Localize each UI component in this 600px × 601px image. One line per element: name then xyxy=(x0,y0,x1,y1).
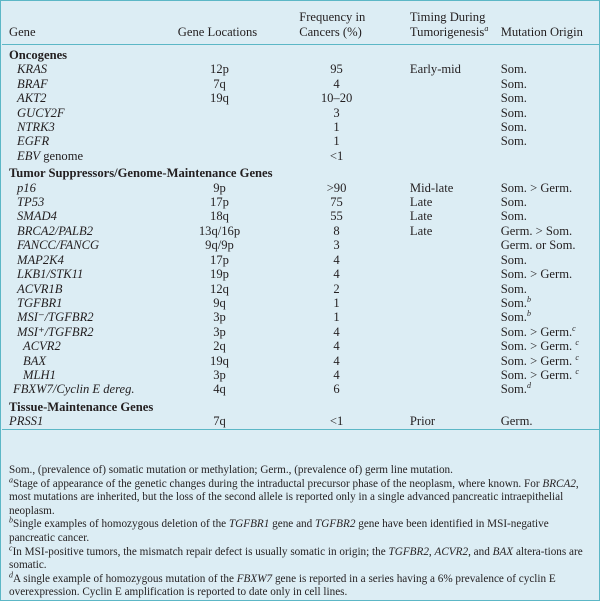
footnote-gene: BAX xyxy=(492,545,514,558)
cell-origin xyxy=(501,224,599,238)
footnote-text: , most mutations are inherited, but the loss of the second allele is reported only in a single advanced pancreatic intraepithelial neoplasm. xyxy=(9,477,579,517)
cell-location: 18q xyxy=(210,209,229,224)
cell-origin xyxy=(501,106,599,120)
section-title: Oncogenes xyxy=(9,48,68,62)
cell-origin xyxy=(501,238,599,252)
cell-origin xyxy=(501,354,599,368)
cell-frequency: 3 xyxy=(333,238,340,253)
origin-text: Som. xyxy=(500,382,527,397)
footnotes xyxy=(9,464,594,600)
origin-text: Som. xyxy=(500,105,527,120)
cell-frequency: 4 xyxy=(333,353,340,368)
cell-frequency: 4 xyxy=(333,76,340,91)
cell-location: 3p xyxy=(213,367,226,382)
footnote-mark: c xyxy=(572,323,576,333)
cell-timing xyxy=(410,149,501,163)
cell-gene xyxy=(2,77,178,91)
origin-text: Som. xyxy=(500,76,527,91)
footnote-text: altera-tions are somatic. xyxy=(9,545,583,572)
table-row xyxy=(2,238,599,252)
header-timing xyxy=(410,1,501,45)
table-row xyxy=(2,106,599,120)
cell-location: 7q xyxy=(178,414,299,429)
table-row xyxy=(2,209,599,223)
cell-location: 12q xyxy=(210,281,229,296)
footnote-gene: TGFBR2 xyxy=(388,545,429,558)
header-locations xyxy=(178,1,299,45)
cell-origin xyxy=(501,325,599,339)
origin-text: Som. > Germ. xyxy=(500,324,573,339)
cell-frequency: 4 xyxy=(333,267,340,282)
cell-origin xyxy=(501,120,599,134)
footnote-mark: d xyxy=(9,570,13,580)
cell-timing: Prior xyxy=(410,414,501,429)
gene-name: FANCC/FANCG xyxy=(17,238,100,253)
origin-text: Som. xyxy=(500,252,527,267)
cell-location xyxy=(178,149,299,163)
cell-frequency: 1 xyxy=(333,120,340,135)
cell-gene xyxy=(2,296,178,310)
cell-gene xyxy=(2,106,178,120)
cell-timing: Early-mid xyxy=(409,62,461,77)
footnote-mark: b xyxy=(526,309,531,319)
table-row xyxy=(2,77,599,91)
footnote-text: , and xyxy=(468,545,493,558)
cell-timing xyxy=(410,296,501,310)
origin-text: Som. xyxy=(500,134,527,149)
origin-text: Germ. > Som. xyxy=(500,223,573,238)
origin-text: Som. > Germ. xyxy=(500,180,573,195)
cell-timing xyxy=(410,267,501,281)
origin-text: Som. > Germ. xyxy=(500,367,576,382)
cell-frequency: 1 xyxy=(333,134,340,149)
cell-location xyxy=(178,106,299,120)
cell-gene xyxy=(2,414,178,429)
gene-name: PRSS1 xyxy=(9,414,44,429)
footnote-gene: TGFBR1 xyxy=(228,518,270,531)
table-row xyxy=(2,91,599,105)
origin-text: Som. xyxy=(500,209,527,224)
footnote-text: , xyxy=(428,545,435,558)
table-row xyxy=(2,62,599,76)
section-title: Tumor Suppressors/Genome-Maintenance Genes xyxy=(9,166,273,181)
cell-gene xyxy=(2,368,178,382)
cell-timing: Late xyxy=(409,195,433,210)
cell-gene xyxy=(2,209,178,223)
origin-text: Som. xyxy=(500,310,527,325)
cell-location xyxy=(178,120,299,134)
cell-origin xyxy=(501,368,599,382)
table-row xyxy=(2,368,599,382)
cell-gene xyxy=(2,149,178,163)
cell-gene xyxy=(2,238,178,252)
section-header-row xyxy=(2,163,599,180)
cell-frequency: 1 xyxy=(333,295,340,310)
gene-suffix: genome xyxy=(40,148,84,163)
cell-frequency: <1 xyxy=(329,148,344,163)
gene-name: AKT2 xyxy=(17,91,47,106)
cell-frequency: 3 xyxy=(333,105,340,120)
cell-gene xyxy=(2,310,178,324)
cell-frequency: >90 xyxy=(326,180,347,195)
gene-name: MSI⁺/TGFBR2 xyxy=(17,324,94,339)
table-row xyxy=(2,195,599,209)
cell-timing xyxy=(410,310,501,324)
cell-frequency: 8 xyxy=(333,223,340,238)
footnote-a xyxy=(9,474,594,519)
footnote-mark: b xyxy=(526,294,531,304)
footnote-mark: d xyxy=(526,381,531,391)
footnote-text: A single example of homozygous mutation of the xyxy=(13,572,237,585)
cell-gene xyxy=(2,267,178,281)
origin-text: Germ. xyxy=(500,414,533,429)
cell-location: 17p xyxy=(210,195,229,210)
cell-frequency: 10–20 xyxy=(320,91,353,106)
cell-timing xyxy=(410,253,501,267)
cell-gene xyxy=(2,339,178,353)
cell-timing xyxy=(410,77,501,91)
footnote-mark: c xyxy=(575,337,579,347)
footnote-text: In MSI-positive tumors, the mismatch repair defect is usually somatic in origin; the xyxy=(12,545,389,558)
gene-name: MAP2K4 xyxy=(17,252,64,267)
footnote-gene: ACVR2 xyxy=(434,545,469,558)
cell-frequency: 1 xyxy=(333,310,340,325)
cell-timing: Late xyxy=(409,209,433,224)
cell-timing xyxy=(410,339,501,353)
cell-timing xyxy=(410,382,501,396)
cell-frequency: 75 xyxy=(330,195,343,210)
cell-frequency: 55 xyxy=(330,209,343,224)
cell-location: 12p xyxy=(210,62,229,77)
cell-origin xyxy=(501,181,599,195)
cell-gene xyxy=(2,134,178,148)
header-timing-line1: Timing During xyxy=(409,10,486,25)
cell-frequency: 2 xyxy=(333,281,340,296)
cell-frequency: 6 xyxy=(333,382,340,397)
header-origin xyxy=(501,1,599,45)
cell-origin xyxy=(501,267,599,281)
footnote-text: gene is reported in a series having a 6% prevalence of cyclin E overexpression. Cyclin E amplification is reported to date only in cell lines. xyxy=(9,572,556,599)
section-title: Tissue-Maintenance Genes xyxy=(9,399,154,414)
cell-timing xyxy=(410,282,501,296)
cell-gene xyxy=(2,62,178,76)
cell-origin xyxy=(501,382,599,396)
table-row xyxy=(2,382,599,396)
gene-name: KRAS xyxy=(17,62,48,77)
gene-table xyxy=(2,1,599,430)
cell-location: 19p xyxy=(210,267,229,282)
cell-origin xyxy=(501,339,599,353)
footnote-mark: c xyxy=(575,366,579,376)
footnote-gene: TGFBR2 xyxy=(315,518,356,531)
cell-gene xyxy=(2,354,178,368)
footnote-c xyxy=(9,542,594,573)
table-row xyxy=(2,354,599,368)
table-row xyxy=(2,282,599,296)
table-row xyxy=(2,267,599,281)
cell-frequency: 4 xyxy=(333,324,340,339)
gene-name: ACVR2 xyxy=(23,339,61,354)
cell-gene xyxy=(2,253,178,267)
cell-location: 3p xyxy=(213,310,226,325)
cell-origin xyxy=(501,195,599,209)
table-row xyxy=(2,120,599,134)
origin-text: Som. > Germ. xyxy=(500,267,573,282)
gene-name: ACVR1B xyxy=(17,281,63,296)
section-header-row xyxy=(2,45,599,63)
footnote-text: gene and xyxy=(269,518,316,531)
gene-name: TGFBR1 xyxy=(17,295,63,310)
cell-location: 19q xyxy=(210,353,229,368)
gene-name: FBXW7/Cyclin E dereg. xyxy=(13,382,135,397)
table-row xyxy=(2,414,599,429)
table-row xyxy=(2,310,599,324)
table-row xyxy=(2,325,599,339)
gene-name: BRAF xyxy=(17,76,48,91)
gene-name: p16 xyxy=(17,180,36,195)
cell-location: 19q xyxy=(210,91,229,106)
cell-location: 9p xyxy=(213,180,226,195)
cell-timing xyxy=(410,134,501,148)
origin-text: Som. > Germ. xyxy=(500,339,576,354)
cell-gene xyxy=(2,195,178,209)
header-timing-line2: Tumorigenesis xyxy=(409,24,485,39)
footnote-abbrev: Som., (prevalence of) somatic mutation or methylation; Germ., (prevalence of) germ line mutation. xyxy=(9,464,453,476)
cell-origin xyxy=(501,134,599,148)
table-row xyxy=(2,149,599,163)
gene-name: BAX xyxy=(23,353,47,368)
header-frequency xyxy=(299,1,410,45)
header-frequency-line1: Frequency in xyxy=(299,10,366,25)
cell-location xyxy=(178,134,299,148)
footnote-gene: BRCA2 xyxy=(542,477,576,490)
cell-origin xyxy=(501,414,599,429)
table-row xyxy=(2,224,599,238)
origin-text: Som. xyxy=(500,120,527,135)
cell-timing xyxy=(410,106,501,120)
cell-location: 13q/16p xyxy=(198,223,241,238)
footnote-mark: c xyxy=(575,352,579,362)
table-body xyxy=(2,45,599,430)
cell-timing xyxy=(410,238,501,252)
table-row xyxy=(2,134,599,148)
origin-text: Som. > Germ. xyxy=(500,353,576,368)
cell-location: 3p xyxy=(213,324,226,339)
footnote-mark: a xyxy=(484,23,489,33)
cell-origin xyxy=(501,253,599,267)
cell-location: 9q xyxy=(213,295,226,310)
cell-gene xyxy=(2,181,178,195)
cell-origin xyxy=(501,310,599,324)
cell-gene xyxy=(2,382,178,396)
cell-timing xyxy=(410,368,501,382)
footnote-text: Single examples of homozygous deletion of the xyxy=(13,518,229,531)
cell-frequency: <1 xyxy=(299,414,410,429)
origin-text: Som. xyxy=(500,91,527,106)
gene-name: NTRK3 xyxy=(17,120,55,135)
cell-origin xyxy=(501,62,599,76)
footnote-text: Stage of appearance of the genetic changes during the intraductal precursor phase of the neoplasm, where known. For xyxy=(13,477,543,490)
cell-origin xyxy=(501,282,599,296)
origin-text: Germ. or Som. xyxy=(500,238,576,253)
table-row xyxy=(2,339,599,353)
gene-name: MSI⁻/TGFBR2 xyxy=(17,310,94,325)
cell-frequency: 95 xyxy=(330,62,343,77)
cell-timing xyxy=(410,354,501,368)
header-locations-label: Gene Locations xyxy=(177,24,258,39)
cell-origin xyxy=(501,209,599,223)
table-row xyxy=(2,253,599,267)
cell-origin xyxy=(501,296,599,310)
header-gene xyxy=(2,1,178,45)
cell-timing: Mid-late xyxy=(409,180,454,195)
header-row xyxy=(2,1,599,45)
cell-frequency: 4 xyxy=(333,367,340,382)
cell-location: 17p xyxy=(210,252,229,267)
footnote-mark: b xyxy=(9,515,13,525)
footnote-b xyxy=(9,515,594,545)
table-row xyxy=(2,296,599,310)
cell-timing xyxy=(410,91,501,105)
cell-origin xyxy=(501,77,599,91)
gene-name: EBV xyxy=(17,148,41,163)
cell-location: 4q xyxy=(213,382,226,397)
cell-location: 7q xyxy=(213,76,226,91)
table-row xyxy=(2,181,599,195)
cell-gene xyxy=(2,224,178,238)
footnote-gene: FBXW7 xyxy=(236,572,273,585)
cell-origin xyxy=(501,149,599,163)
cell-gene xyxy=(2,91,178,105)
cell-timing xyxy=(410,120,501,134)
origin-text: Som. xyxy=(500,295,527,310)
footnote-d xyxy=(9,570,594,600)
origin-text: Som. xyxy=(500,62,527,77)
cell-gene xyxy=(2,325,178,339)
cell-location: 9q/9p xyxy=(205,238,234,253)
gene-name: MLH1 xyxy=(23,367,56,382)
gene-name: EGFR xyxy=(17,134,50,149)
gene-name: GUCY2F xyxy=(17,105,65,120)
cell-gene xyxy=(2,120,178,134)
gene-name: LKB1/STK11 xyxy=(17,267,84,282)
gene-name: SMAD4 xyxy=(17,209,57,224)
cell-location: 2q xyxy=(213,339,226,354)
header-origin-label: Mutation Origin xyxy=(500,24,583,39)
gene-name: BRCA2/PALB2 xyxy=(17,223,94,238)
section-header-row xyxy=(2,397,599,414)
cell-frequency: 4 xyxy=(333,252,340,267)
gene-name: TP53 xyxy=(17,195,45,210)
header-gene-label: Gene xyxy=(9,24,36,39)
cell-origin xyxy=(501,91,599,105)
cell-timing: Late xyxy=(409,223,433,238)
footnote-mark: c xyxy=(9,542,13,552)
cell-gene xyxy=(2,282,178,296)
cell-frequency: 4 xyxy=(333,339,340,354)
origin-text: Som. xyxy=(500,281,527,296)
footnote-mark: a xyxy=(9,474,13,484)
header-frequency-line2: Cancers (%) xyxy=(299,24,362,39)
footnote-text: gene have been identified in MSI-negative pancreatic cancer. xyxy=(9,518,549,544)
cell-timing xyxy=(410,325,501,339)
origin-text: Som. xyxy=(500,195,527,210)
